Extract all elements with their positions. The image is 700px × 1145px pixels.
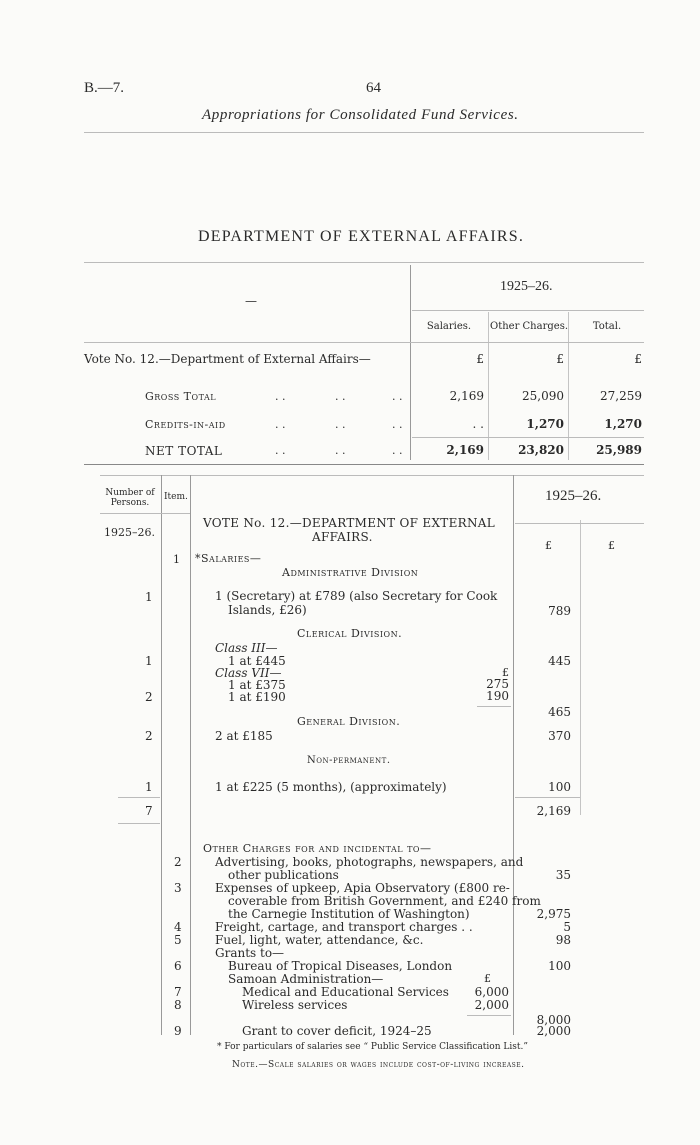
general-amount: 370 xyxy=(548,729,571,743)
persons-bottom-rule xyxy=(118,823,160,824)
persons-count: 1 xyxy=(145,654,153,668)
admin-line1: 1 (Secretary) at £789 (also Secretary for Cook xyxy=(215,589,498,603)
summary-row-label: NET TOTAL xyxy=(145,444,223,458)
general-division: General Division. xyxy=(297,715,401,728)
general-line: 2 at £185 xyxy=(215,729,273,743)
class-iii-line: 1 at £445 xyxy=(228,654,286,668)
administrative-division: Administrative Division xyxy=(282,566,419,579)
class-vii-line2: 1 at £190 xyxy=(228,690,286,704)
page-title: Appropriations for Consolidated Fund Services. xyxy=(202,107,519,123)
item-number: 1 xyxy=(173,553,180,566)
item-number: 6 xyxy=(174,959,182,973)
item-number: 7 xyxy=(174,985,182,999)
detail-pound-2: £ xyxy=(608,539,615,552)
medical-amount: 6,000 xyxy=(474,985,509,999)
leader-dots: . . xyxy=(392,390,403,403)
vote-title-line1: VOTE No. 12.—DEPARTMENT OF EXTERNAL xyxy=(203,516,496,530)
persons-count: 2 xyxy=(145,729,153,743)
item-number: 4 xyxy=(174,920,182,934)
summary-salaries: 2,169 xyxy=(449,389,484,403)
admin-line2: Islands, £26) xyxy=(228,603,307,617)
page-reference: B.—7. xyxy=(84,80,125,96)
deficit-amount: 2,000 xyxy=(536,1024,571,1038)
col-number-of-persons: Number of Persons. xyxy=(105,488,155,508)
bureau-line: Bureau of Tropical Diseases, London xyxy=(228,959,453,973)
summary-bottom-rule xyxy=(84,464,644,465)
summary-header-rule xyxy=(84,342,644,343)
non-permanent: Non-permanent. xyxy=(307,755,391,766)
summary-total: 1,270 xyxy=(604,417,642,431)
clerical-division: Clerical Division. xyxy=(297,627,403,640)
department-title: DEPARTMENT OF EXTERNAL AFFAIRS. xyxy=(198,228,525,245)
class-vii-total: 465 xyxy=(548,705,571,719)
persons-count: 1 xyxy=(145,590,153,604)
col-item: Item. xyxy=(164,492,188,502)
grants-heading: Grants to— xyxy=(215,946,285,960)
samoan-pound: £ xyxy=(484,972,491,985)
detail-year-rule xyxy=(515,523,644,524)
item-line: other publications xyxy=(228,868,339,882)
other-charges-heading: Other Charges for and incidental to— xyxy=(203,842,432,855)
leader-dots: . . xyxy=(335,390,346,403)
col-other-charges: Other Charges. xyxy=(490,321,568,332)
header-rule xyxy=(84,132,644,133)
col-salaries: Salaries. xyxy=(426,321,472,332)
leader-dots: . . xyxy=(275,390,286,403)
wireless-line: Wireless services xyxy=(242,998,348,1012)
summary-salaries: . . xyxy=(472,417,484,431)
summary-salaries: 2,169 xyxy=(446,443,484,457)
summary-year: 1925–26. xyxy=(500,279,553,294)
item-column-rule xyxy=(190,475,191,1035)
item-amount: 5 xyxy=(563,920,571,934)
item-amount: 98 xyxy=(555,933,571,947)
amount-subcolumn-rule xyxy=(580,520,581,815)
persons-header-rule xyxy=(100,513,190,514)
item-number: 2 xyxy=(174,855,182,869)
summary-row-label: Credits-in-aid xyxy=(145,418,226,431)
vote-title-line2: AFFAIRS. xyxy=(312,530,373,544)
samoan-rule xyxy=(467,1015,511,1016)
summary-total: 27,259 xyxy=(600,389,642,403)
leader-dots: . . xyxy=(335,444,346,457)
leader-dots: . . xyxy=(275,444,286,457)
class-vii-amount2: 190 xyxy=(486,689,509,703)
item-amount: 2,975 xyxy=(536,907,571,921)
wireless-amount: 2,000 xyxy=(474,998,509,1012)
samoan-line: Samoan Administration— xyxy=(228,972,384,986)
class-iii-amount: 445 xyxy=(548,654,571,668)
leader-dots: . . xyxy=(392,418,403,431)
class-vii-amount1: 275 xyxy=(486,677,509,691)
class-vii-rule xyxy=(477,706,511,707)
deficit-line: Grant to cover deficit, 1924–25 xyxy=(242,1024,432,1038)
summary-other: 23,820 xyxy=(518,443,564,457)
summary-row-label: Gross Total xyxy=(145,390,217,403)
item-line: Advertising, books, photographs, newspapers, and xyxy=(215,855,524,869)
footnote: * For particulars of salaries see “ Public Service Classification List.” xyxy=(217,1042,528,1052)
summary-divider xyxy=(410,265,411,460)
detail-year-left: 1925–26. xyxy=(104,526,155,539)
pound-total: £ xyxy=(634,352,642,366)
admin-amount: 789 xyxy=(548,604,571,618)
total-persons: 7 xyxy=(145,804,153,818)
class-vii-pound: £ xyxy=(502,666,509,679)
net-total-rule xyxy=(412,437,644,438)
item-line: Expenses of upkeep, Apia Observatory (£800 re- xyxy=(215,881,510,895)
item-line: Fuel, light, water, attendance, &c. xyxy=(215,933,424,947)
samoan-total: 8,000 xyxy=(536,1013,571,1027)
item-line: the Carnegie Institution of Washington) xyxy=(228,907,470,921)
persons-count: 1 xyxy=(145,780,153,794)
item-amount: 35 xyxy=(555,868,571,882)
summary-other: 1,270 xyxy=(526,417,564,431)
summary-year-rule xyxy=(412,310,644,311)
summary-other: 25,090 xyxy=(522,389,564,403)
non-permanent-amount: 100 xyxy=(548,780,571,794)
persons-column-rule xyxy=(161,475,162,1035)
item-number: 5 xyxy=(174,933,182,947)
col-total: Total. xyxy=(592,321,622,332)
leader-dots: . . xyxy=(275,418,286,431)
detail-top-rule xyxy=(100,475,644,476)
amount-column-rule xyxy=(513,475,514,1035)
salaries-total: 2,169 xyxy=(536,804,571,818)
item-number: 8 xyxy=(174,998,182,1012)
summary-top-rule xyxy=(84,262,644,263)
item-line: coverable from British Government, and £240 from xyxy=(228,894,541,908)
pound-other: £ xyxy=(556,352,564,366)
pound-salaries: £ xyxy=(476,352,484,366)
persons-count: 2 xyxy=(145,690,153,704)
class-vii: Class VII— xyxy=(215,666,282,680)
item-line: Freight, cartage, and transport charges . . xyxy=(215,920,473,934)
salaries-heading: *Salaries— xyxy=(195,552,262,565)
detail-pound-1: £ xyxy=(545,539,552,552)
summary-dash: — xyxy=(245,294,257,308)
non-permanent-line: 1 at £225 (5 months), (approximately) xyxy=(215,780,447,794)
salaries-total-rule xyxy=(515,797,580,798)
page-number: 64 xyxy=(366,80,381,96)
class-vii-line1: 1 at £375 xyxy=(228,678,286,692)
item-number: 3 xyxy=(174,881,182,895)
summary-total: 25,989 xyxy=(596,443,642,457)
bureau-amount: 100 xyxy=(548,959,571,973)
leader-dots: . . xyxy=(335,418,346,431)
scale-note: Note.—Scale salaries or wages include cost-of-living increase. xyxy=(232,1060,525,1070)
class-iii: Class III— xyxy=(215,641,278,655)
leader-dots: . . xyxy=(392,444,403,457)
item-number: 9 xyxy=(174,1024,182,1038)
persons-total-rule xyxy=(118,797,160,798)
vote-label: Vote No. 12.—Department of External Affairs— xyxy=(84,352,371,366)
medical-line: Medical and Educational Services xyxy=(242,985,449,999)
detail-year-right: 1925–26. xyxy=(545,488,602,504)
